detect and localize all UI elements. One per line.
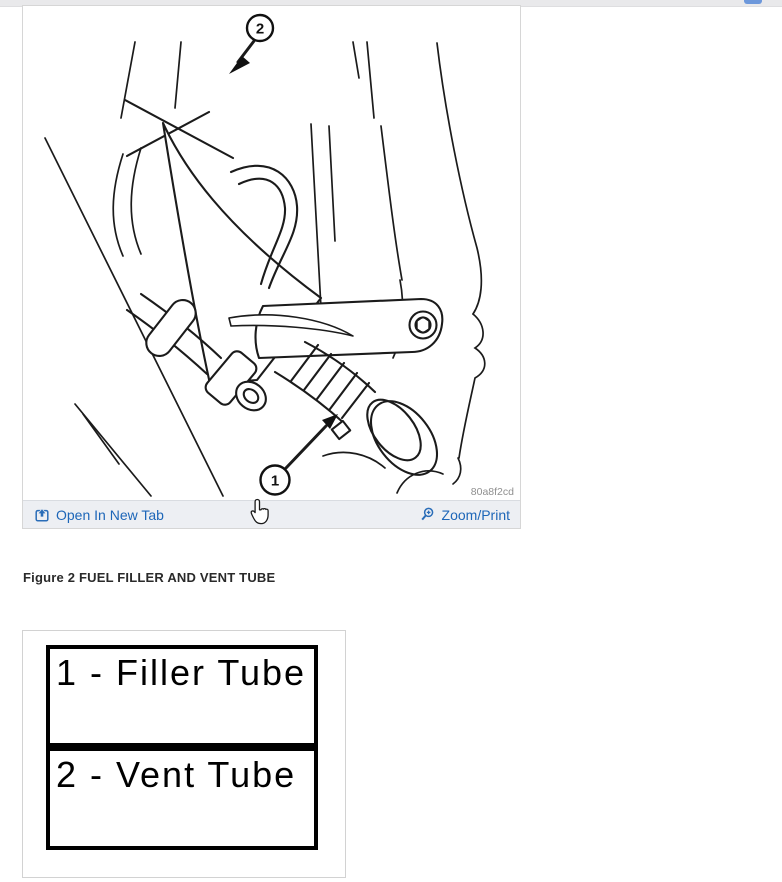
open-in-new-tab-link[interactable] — [35, 507, 164, 523]
legend-row-vent-tube: 2 - Vent Tube — [50, 747, 314, 846]
callout-2-number: 2 — [255, 20, 265, 38]
zoom-print-link[interactable] — [420, 507, 510, 523]
legend-card — [22, 630, 346, 878]
open-in-new-tab-icon — [35, 508, 49, 522]
figure-caption: Figure 2 FUEL FILLER AND VENT TUBE — [23, 570, 276, 585]
zoom-print-label: Zoom/Print — [441, 506, 510, 523]
top-accent-bar — [744, 0, 762, 4]
open-in-new-tab-label: Open In New Tab — [56, 506, 164, 523]
figure-image[interactable] — [23, 6, 520, 500]
legend-table — [46, 645, 318, 850]
mouse-cursor — [249, 498, 272, 531]
figure-viewer-card — [22, 5, 521, 529]
figure-watermark: 80a8f2cd — [470, 486, 514, 498]
callout-1-number: 1 — [270, 472, 280, 490]
zoom-plus-icon — [420, 507, 435, 522]
legend-row-filler-tube: 1 - Filler Tube — [50, 649, 314, 747]
